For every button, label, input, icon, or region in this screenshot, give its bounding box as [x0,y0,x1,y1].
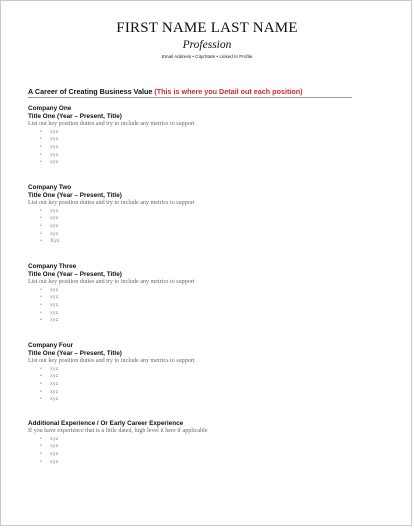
bullet-list [28,366,352,405]
bullet-glyph: • [40,365,42,372]
bullet-list [28,287,352,326]
list-item [40,443,352,451]
bullet-text: xyz [50,396,59,403]
bullet-text: xyz [50,435,59,442]
bullet-text: xyz [50,286,59,293]
list-item [40,310,352,318]
list-item [40,459,352,467]
section-heading-note: (This is where you Detail out each position) [154,87,303,96]
bullet-glyph: • [40,215,42,222]
bullet-text: xyz [50,450,59,457]
list-item [40,238,352,246]
bullet-glyph: • [40,143,42,150]
bullet-text: xyz [50,159,59,166]
job-title: Title One (Year – Present, Title) [28,271,122,278]
list-item [40,208,352,216]
bullet-text: xyz [50,443,59,450]
bullet-glyph: • [40,238,42,245]
contact-line [1,53,413,60]
bullet-list [28,129,352,168]
profession: Profession [182,39,232,51]
list-item [40,436,352,444]
contact-separator: • [192,54,194,59]
bullet-text: xyz [50,207,59,214]
contact-city-state: City/State [195,54,216,59]
job-description: List out key position duties and try to include any metrics to support [28,279,195,285]
bullet-glyph: • [40,128,42,135]
bullet-glyph: • [40,317,42,324]
bullet-text: xyz [50,151,59,158]
bullet-glyph: • [40,396,42,403]
bullet-text: xyz [50,230,59,237]
list-item [40,396,352,404]
resume-content [28,87,352,465]
bullet-text: xyz [50,380,59,387]
bullet-text: xyz [50,143,59,150]
bullet-text: xyz [50,458,59,465]
job-entry-1 [28,105,352,167]
full-name: FIRST NAME LAST NAME [116,20,298,36]
job-entry-4 [28,342,352,404]
list-item [40,381,352,389]
company-name: Company One [28,105,72,112]
list-item [40,451,352,459]
job-description: List out key position duties and try to include any metrics to support [28,200,195,206]
bullet-glyph: • [40,159,42,166]
bullet-text: xyz [50,365,59,372]
bullet-glyph: • [40,286,42,293]
list-item [40,129,352,137]
contact-linkedin: Linked In Profile [219,54,253,59]
bullet-glyph: • [40,207,42,214]
bullet-glyph: • [40,294,42,301]
list-item [40,215,352,223]
bullet-glyph: • [40,388,42,395]
bullet-glyph: • [40,151,42,158]
bullet-text: xyz [50,301,59,308]
company-name: Company Three [28,263,77,270]
job-description: List out key position duties and try to include any metrics to support [28,121,195,127]
bullet-glyph: • [40,458,42,465]
bullet-text: xyz [50,128,59,135]
bullet-glyph: • [40,450,42,457]
list-item [40,373,352,381]
bullet-glyph: • [40,222,42,229]
list-item [40,294,352,302]
company-name: Company Four [28,342,74,349]
bullet-text: xyz [50,294,59,301]
section-heading [28,87,352,96]
bullet-text: xyz [50,136,59,143]
list-item [40,223,352,231]
list-item [40,231,352,239]
bullet-text: xyz [50,373,59,380]
job-entry-3 [28,263,352,325]
list-item [40,287,352,295]
list-item [40,144,352,152]
list-item [40,302,352,310]
list-item [40,389,352,397]
resume-header [1,20,413,60]
list-item [40,136,352,144]
bullet-glyph: • [40,230,42,237]
bullet-text: Xyz [50,238,60,245]
job-title: Title One (Year – Present, Title) [28,192,122,199]
bullet-glyph: • [40,435,42,442]
bullet-glyph: • [40,309,42,316]
bullet-list [28,208,352,247]
section-heading-text: A Career of Creating Business Value [28,87,153,96]
bullet-text: xyz [50,317,59,324]
list-item [40,152,352,160]
bullet-glyph: • [40,443,42,450]
additional-heading: Additional Experience / Or Early Career Experience [28,420,184,427]
bullet-text: xyz [50,309,59,316]
additional-experience [28,420,352,466]
company-name: Company Two [28,184,72,191]
bullet-text: xyz [50,388,59,395]
job-title: Title One (Year – Present, Title) [28,113,122,120]
list-item [40,159,352,167]
job-title: Title One (Year – Present, Title) [28,350,122,357]
section-divider [28,97,352,98]
list-item [40,317,352,325]
contact-separator: • [216,54,219,59]
bullet-list [28,436,352,467]
bullet-glyph: • [40,136,42,143]
job-description: List out key position duties and try to include any metrics to support [28,358,195,364]
bullet-text: xyz [50,215,59,222]
bullet-glyph: • [40,373,42,380]
job-entry-2 [28,184,352,246]
bullet-glyph: • [40,380,42,387]
bullet-text: xyz [50,222,59,229]
additional-description: If you have experience that is a little dated, high level it here if applicable [28,428,208,434]
list-item [40,366,352,374]
contact-email: Email Address [161,54,192,59]
bullet-glyph: • [40,301,42,308]
